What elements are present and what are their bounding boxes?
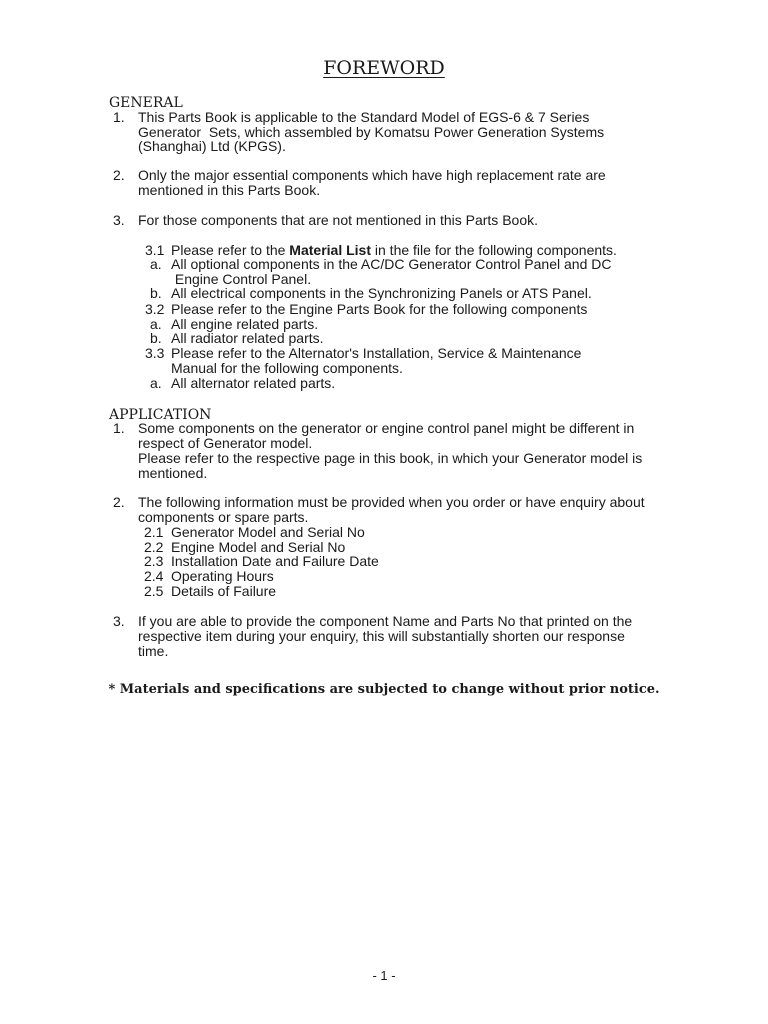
item-number: 2. — [113, 494, 125, 510]
info-text: Generator Model and Serial No — [171, 524, 365, 540]
subitem-letter: a. — [150, 316, 162, 332]
item-number: 2. — [113, 167, 125, 183]
subitem-text: Please refer to the Engine Parts Book for the following components — [171, 301, 588, 317]
item-text: Only the major essential components which have high replacement rate are — [138, 167, 606, 183]
section-heading-application: APPLICATION — [109, 407, 212, 423]
page-number: - 1 - — [372, 968, 396, 983]
subitem-number: 3.2 — [145, 301, 165, 317]
subitem-text: All radiator related parts. — [171, 330, 324, 346]
item-number: 3. — [113, 212, 125, 228]
subitem-text: All electrical components in the Synchronizing Panels or ATS Panel. — [171, 285, 592, 301]
item-text: respective item during your enquiry, this will substantially shorten our response — [138, 628, 625, 644]
change-notice: * Materials and specifications are subjected to change without prior notice. — [108, 682, 660, 697]
material-list-emphasis: Material List — [289, 242, 371, 258]
item-text: The following information must be provided when you order or have enquiry about — [138, 494, 645, 510]
subitem-text: Please refer to the Alternator's Installation, Service & Maintenance — [171, 345, 582, 361]
subitem-number: 3.3 — [145, 345, 165, 361]
page-title: FOREWORD — [323, 57, 445, 79]
subitem-number: 3.1 — [145, 242, 165, 258]
subitem-text: All optional components in the AC/DC Generator Control Panel and DC — [171, 256, 612, 272]
info-text: Engine Model and Serial No — [171, 539, 346, 555]
info-text: Operating Hours — [171, 568, 274, 584]
item-text: If you are able to provide the component Name and Parts No that printed on the — [138, 613, 633, 629]
subitem-text: Engine Control Panel. — [171, 271, 312, 287]
item-text: respect of Generator model. — [138, 435, 313, 451]
subitem-text: All engine related parts. — [171, 316, 319, 332]
item-text: Generator Sets, which assembled by Komatsu Power Generation Systems — [138, 124, 605, 140]
subitem-text: All alternator related parts. — [171, 375, 336, 391]
item-text: Please refer to the respective page in this book, in which your Generator model is — [138, 450, 643, 466]
item-text: Some components on the generator or engine control panel might be different in — [138, 420, 635, 436]
info-number: 2.4 — [144, 568, 164, 584]
info-number: 2.5 — [144, 583, 164, 599]
info-text: Installation Date and Failure Date — [171, 553, 379, 569]
subitem-letter: b. — [150, 285, 162, 301]
item-text: For those components that are not mentioned in this Parts Book. — [138, 212, 538, 228]
item-text: mentioned in this Parts Book. — [138, 182, 321, 198]
item-text: This Parts Book is applicable to the Standard Model of EGS-6 & 7 Series — [138, 109, 590, 125]
item-text: components or spare parts. — [138, 509, 309, 525]
info-number: 2.2 — [144, 539, 164, 555]
item-text: time. — [138, 643, 169, 659]
info-number: 2.1 — [144, 524, 164, 540]
subitem-letter: a. — [150, 375, 162, 391]
subitem-text: Manual for the following components. — [171, 360, 403, 376]
subitem-letter: a. — [150, 256, 162, 272]
subitem-text-material-list: Please refer to the Material List in the file for the following components. — [171, 242, 617, 258]
info-text: Details of Failure — [171, 583, 277, 599]
item-text: mentioned. — [138, 465, 208, 481]
section-heading-general: GENERAL — [109, 95, 183, 111]
item-number: 3. — [113, 613, 125, 629]
info-number: 2.3 — [144, 553, 164, 569]
item-number: 1. — [113, 420, 125, 436]
subitem-letter: b. — [150, 330, 162, 346]
item-text: (Shanghai) Ltd (KPGS). — [138, 138, 286, 154]
item-number: 1. — [113, 109, 125, 125]
